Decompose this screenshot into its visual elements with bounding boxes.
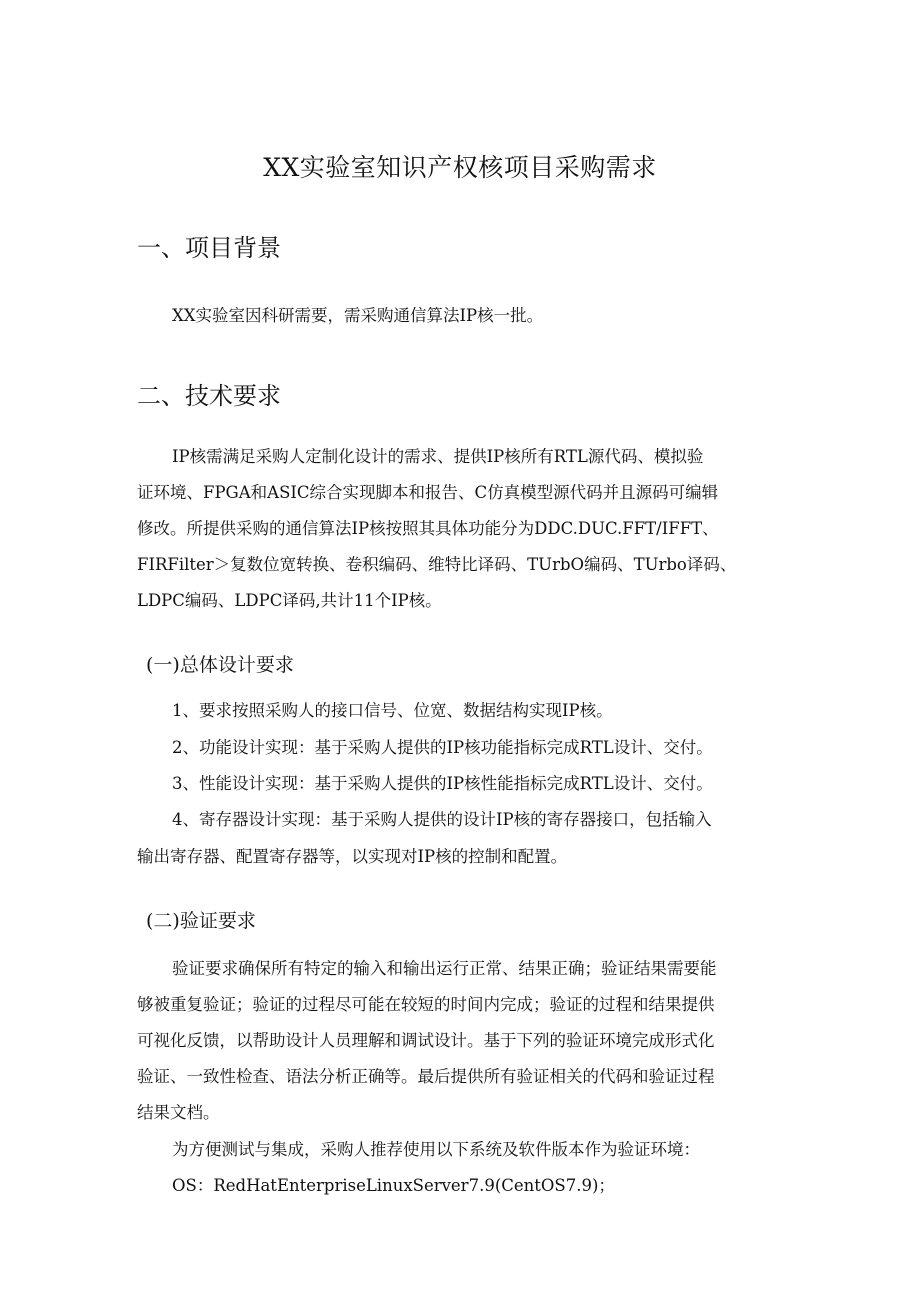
list-item: 3、性能设计实现：基于采购人提供的IP核性能指标完成RTL设计、交付。 bbox=[172, 774, 713, 793]
paragraph-line: 验证、一致性检查、语法分析正确等。最后提供所有验证相关的代码和验证过程 bbox=[137, 1067, 715, 1086]
paragraph-line: 结果文档。 bbox=[137, 1103, 220, 1122]
paragraph-line: 为方便测试与集成，采购人推荐使用以下系统及软件版本作为验证环境： bbox=[172, 1140, 700, 1159]
list-item-continuation: 输出寄存器、配置寄存器等，以实现对IP核的控制和配置。 bbox=[137, 847, 568, 866]
paragraph-line: XX实验室因科研需要，需采购通信算法IP核一批。 bbox=[172, 306, 544, 325]
section-heading-technical: 二、技术要求 bbox=[137, 382, 281, 410]
paragraph-line: 证环境、FPGA和ASIC综合实现脚本和报告、C仿真模型源代码并且源码可编辑 bbox=[137, 483, 719, 502]
subsection-heading-verification: (二)验证要求 bbox=[146, 910, 256, 932]
paragraph-line: 修改。所提供采购的通信算法IP核按照其具体功能分为DDC.DUC.FFT/IFFT、 bbox=[137, 519, 719, 538]
paragraph-line: OS：RedHatEnterpriseLinuxServer7.9(CentOS7.9)； bbox=[172, 1176, 615, 1195]
subsection-heading-overall-design: (一)总体设计要求 bbox=[146, 654, 294, 676]
paragraph-line: LDPC编码、LDPC译码,共计11个IP核。 bbox=[137, 591, 442, 610]
paragraph-line: 够被重复验证；验证的过程尽可能在较短的时间内完成；验证的过程和结果提供 bbox=[137, 995, 715, 1014]
paragraph-line: FIRFilter＞复数位宽转换、卷积编码、维特比译码、TUrbO编码、TUrbo译码、 bbox=[137, 555, 737, 574]
list-item: 2、功能设计实现：基于采购人提供的IP核功能指标完成RTL设计、交付。 bbox=[172, 738, 713, 757]
list-item: 1、要求按照采购人的接口信号、位宽、数据结构实现IP核。 bbox=[172, 701, 613, 720]
document-title: XX实验室知识产权核项目采购需求 bbox=[263, 153, 657, 182]
paragraph-line: IP核需满足采购人定制化设计的需求、提供IP核所有RTL源代码、模拟验 bbox=[172, 447, 704, 466]
list-item: 4、寄存器设计实现：基于采购人提供的设计IP核的寄存器接口，包括输入 bbox=[172, 810, 712, 829]
paragraph-line: 可视化反馈，以帮助设计人员理解和调试设计。基于下列的验证环境完成形式化 bbox=[137, 1031, 715, 1050]
section-heading-background: 一、项目背景 bbox=[137, 234, 281, 262]
paragraph-line: 验证要求确保所有特定的输入和输出运行正常、结果正确；验证结果需要能 bbox=[172, 959, 717, 978]
